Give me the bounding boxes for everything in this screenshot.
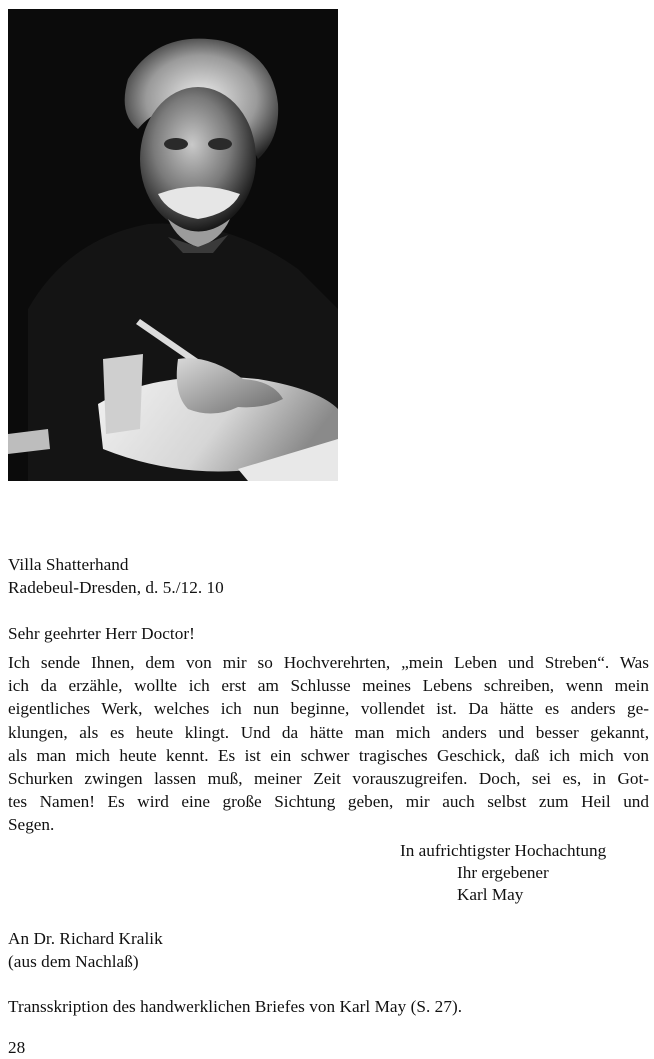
signature-name: Karl May (457, 885, 524, 904)
closing-ergebener: Ihr ergebener (457, 863, 549, 882)
body-line-1: Ich sende Ihnen, dem von mir so Hochverehrten, „mein Leben und Streben“. Was (8, 653, 649, 672)
page-number: 28 (8, 1038, 26, 1057)
salutation: Sehr geehrter Herr Doctor! (8, 624, 195, 643)
portrait-drawing (8, 9, 338, 481)
caption: Transskription des handwerklichen Briefes von Karl May (S. 27). (8, 997, 463, 1016)
letter-body (8, 651, 649, 837)
body-line-6: Schurken zwingen lassen muß, meiner Zeit vorauszugreifen. Doch, sei es, in Got- (8, 768, 649, 788)
body-line-5: als man mich heute kennt. Es ist ein schwer tragisches Geschick, daß ich mich von (8, 745, 649, 765)
closing-line: In aufrichtigster Hochachtung (400, 841, 607, 860)
body-line-4: klungen, als es heute klingt. Und da hätte man mich anders und besser gekannt, (8, 722, 649, 742)
recipient-note: (aus dem Nachlaß) (8, 952, 139, 971)
portrait-photo (8, 9, 338, 481)
recipient-name: An Dr. Richard Kralik (8, 929, 163, 948)
body-line-2: ich da erzähle, wollte ich erst am Schlusse meines Lebens schreiben, wenn mein (8, 676, 649, 696)
address-place-date: Radebeul-Dresden, d. 5./12. 10 (8, 578, 224, 597)
address-villa: Villa Shatterhand (8, 555, 129, 574)
body-line-8: Segen. (8, 815, 55, 835)
body-line-7: tes Namen! Es wird eine große Sichtung geben, mir auch selbst zum Heil und (8, 792, 649, 812)
body-line-3: eigentliches Werk, welches ich nun beginne, vollendet ist. Da hätte es anders ge- (8, 699, 649, 719)
